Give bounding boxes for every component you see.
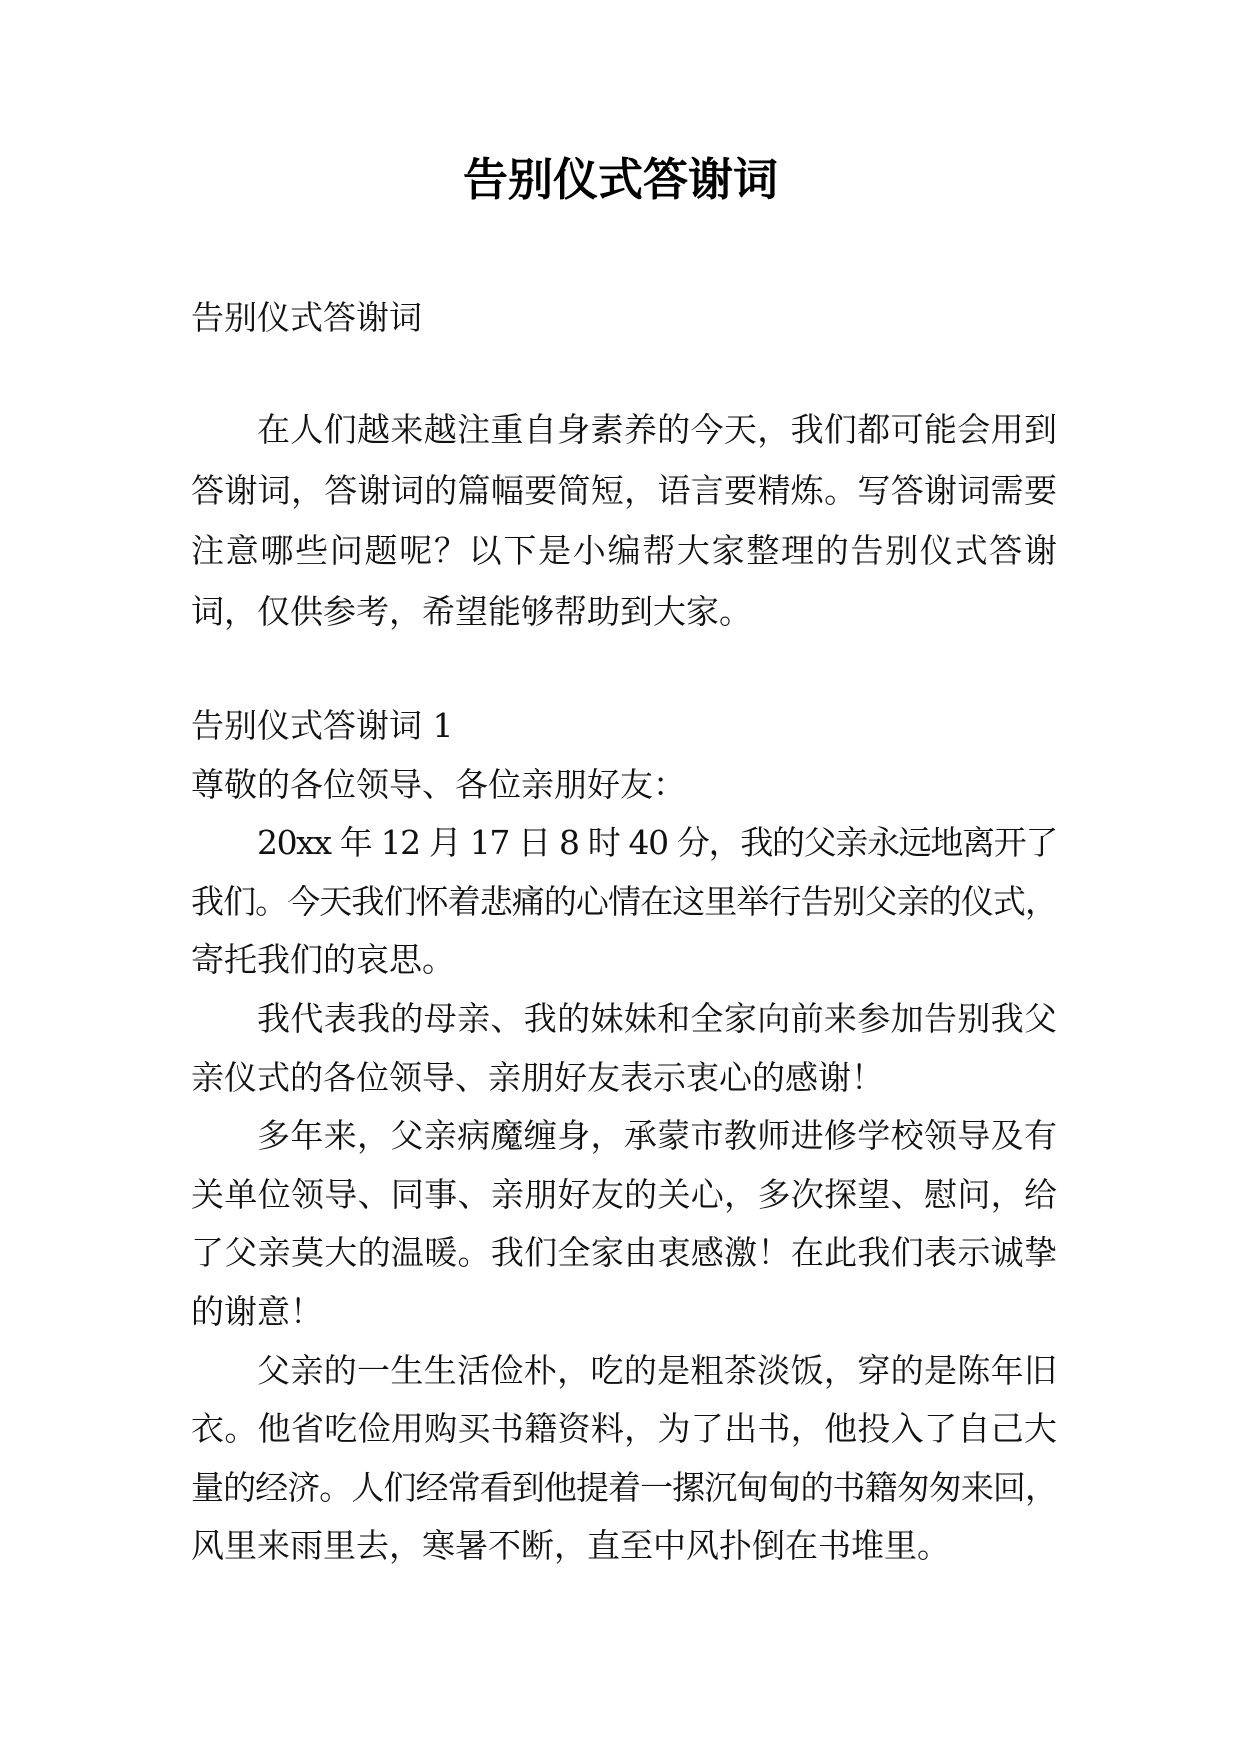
intro-paragraph [191, 400, 1057, 642]
paragraph-line: 注意哪些问题呢？以下是小编帮大家整理的告别仪式答谢 [191, 531, 1057, 571]
paragraph [191, 990, 1057, 1107]
paragraph-line: 在人们越来越注重自身素养的今天，我们都可能会用到 [257, 410, 1057, 449]
document-subtitle: 告别仪式答谢词 [191, 298, 422, 337]
salutation: 尊敬的各位领导、各位亲朋好友： [191, 764, 686, 804]
page-title: 告别仪式答谢词 [462, 153, 778, 206]
paragraph-line: 多年来，父亲病魔缠身，承蒙市教师进修学校领导及有 [257, 1116, 1057, 1156]
paragraph-line: 量的经济。人们经常看到他提着一摞沉甸甸的书籍匆匆来回， [191, 1467, 1057, 1507]
paragraph [191, 1107, 1057, 1341]
paragraph-line: 寄托我们的哀思。 [191, 940, 455, 980]
paragraph-line: 我们。今天我们怀着悲痛的心情在这里举行告别父亲的仪式， [191, 881, 1057, 921]
paragraph-line: 父亲的一生生活俭朴，吃的是粗茶淡饭，穿的是陈年旧 [257, 1350, 1057, 1390]
paragraph-line: 20xx 年 12 月 17 日 8 时 40 分，我的父亲永远地离开了 [257, 823, 1057, 863]
paragraph-line: 词，仅供参考，希望能够帮助到大家。 [191, 591, 752, 631]
speech-section [191, 697, 1057, 1576]
paragraph-line: 亲仪式的各位领导、亲朋好友表示衷心的感谢！ [191, 1057, 884, 1097]
paragraph-line: 关单位领导、同事、亲朋好友的关心，多次探望、慰问，给 [191, 1174, 1057, 1214]
paragraph-line: 我代表我的母亲、我的妹妹和全家向前来参加告别我父 [257, 998, 1057, 1038]
paragraph-line: 的谢意！ [191, 1291, 323, 1331]
paragraph-line: 风里来雨里去，寒暑不断，直至中风扑倒在书堆里。 [191, 1526, 950, 1566]
paragraph-line: 了父亲莫大的温暖。我们全家由衷感激！在此我们表示诚挚 [191, 1233, 1057, 1273]
paragraph-line: 答谢词，答谢词的篇幅要简短，语言要精炼。写答谢词需要 [191, 470, 1057, 510]
paragraph [191, 1342, 1057, 1576]
section-heading: 告别仪式答谢词 1 [191, 706, 454, 745]
paragraph [191, 814, 1057, 990]
paragraph-line: 衣。他省吃俭用购买书籍资料，为了出书，他投入了自己大 [191, 1409, 1057, 1449]
